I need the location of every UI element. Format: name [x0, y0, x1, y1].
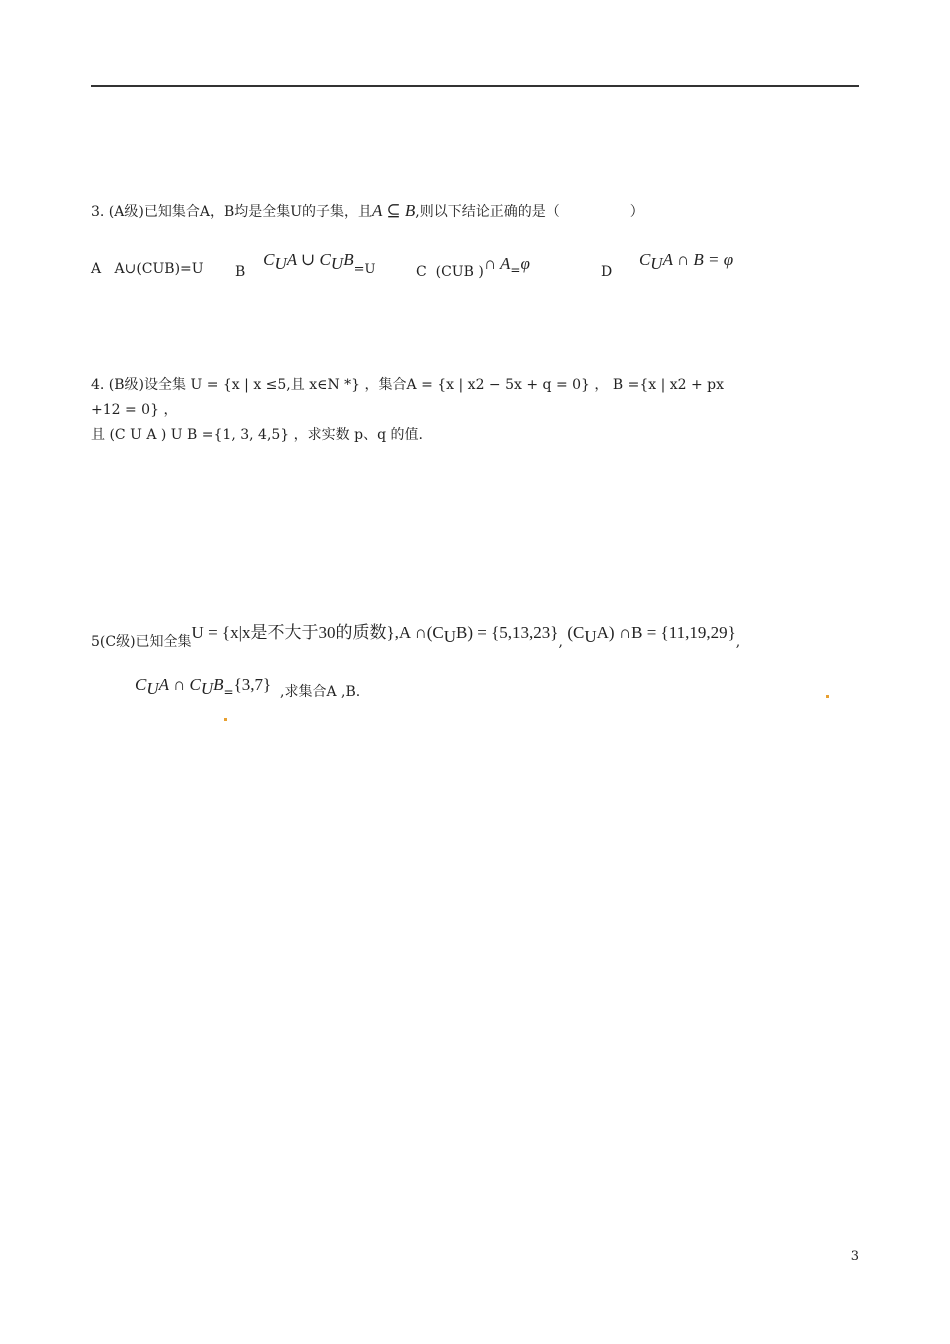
- option-a-label: A: [91, 261, 102, 277]
- q3-option-b: [235, 250, 376, 280]
- q4-line-1: 4. (B级)设全集 U = {x | x ≤5,且 x∈N *} ，集合A = {x | x2 − 5x + q = 0} ， B ={x | x2 + px: [91, 377, 725, 393]
- q5-set-1b: B) = {5,13,23}: [456, 623, 559, 642]
- q3-option-d: [601, 250, 734, 280]
- option-c-text: (CUB ): [435, 264, 484, 280]
- option-b-sub1: U: [274, 253, 287, 273]
- q5-sub-1: U: [443, 626, 457, 646]
- q5-set-u: U = {x|x是不大于30的质数}: [191, 623, 395, 642]
- question-5-line-2: [135, 676, 360, 698]
- q5-l2-set: {3,7}: [233, 675, 272, 694]
- q3-option-c: [416, 254, 530, 280]
- q5-l2-eq: =: [223, 685, 234, 699]
- q5-set-1: ,A ∩(C: [394, 623, 444, 642]
- option-c-phi: φ: [520, 254, 530, 273]
- q5-l2-sub2: U: [200, 678, 214, 698]
- option-c-label: C: [416, 264, 427, 280]
- q5-prefix: 5(C级)已知全集: [91, 634, 192, 650]
- option-b-math2: A ∪ C: [286, 250, 331, 269]
- q4-line-2: +12 = 0} ，: [91, 402, 178, 418]
- q5-comma-1: ,: [558, 634, 563, 650]
- option-c-eq: =: [510, 263, 521, 277]
- option-b-tail: =U: [353, 262, 376, 277]
- option-d-math: C: [638, 250, 651, 269]
- option-a-text: A∪(CUB)=U: [114, 261, 204, 277]
- q5-comma-2: ,: [735, 634, 741, 650]
- q5-sub-2: U: [584, 626, 597, 646]
- option-b-math3: B: [343, 250, 354, 269]
- option-d-math2: A ∩ B = φ: [662, 250, 734, 269]
- q3-option-a: [91, 261, 204, 277]
- q5-l2-sub1: U: [146, 678, 159, 698]
- option-b-label: B: [235, 264, 246, 280]
- q5-l2-tail: ,求集合A ,B.: [280, 684, 361, 700]
- decorative-dot: [826, 695, 829, 698]
- option-d-sub: U: [650, 253, 663, 273]
- decorative-dot: [224, 718, 227, 721]
- option-b-sub2: U: [330, 253, 344, 273]
- q5-l2-math3: B: [213, 675, 224, 694]
- question-3: [91, 202, 644, 221]
- option-c-math: ∩ A: [483, 254, 511, 273]
- q5-l2-math: C: [135, 675, 147, 694]
- q5-set-2: (C: [567, 623, 585, 642]
- option-d-label: D: [601, 264, 613, 280]
- q4-line-3: 且 (C U A ) U B ={1, 3, 4,5} ，求实数 p、q 的值.: [91, 427, 423, 443]
- q5-l2-math2: A ∩ C: [158, 675, 201, 694]
- q3-suffix: ,则以下结论正确的是（: [415, 204, 560, 220]
- q3-subset-expression: A ⊆ B: [372, 201, 416, 220]
- q3-paren-close: ）: [629, 204, 644, 220]
- question-5-line-1: [91, 623, 741, 650]
- q5-set-2b: A) ∩B = {11,19,29}: [596, 623, 736, 642]
- page-number: 3: [850, 1249, 859, 1264]
- option-b-math: C: [263, 250, 275, 269]
- header-rule: [91, 85, 859, 87]
- q3-prefix: 3. (A级)已知集合A，B均是全集U的子集，且: [91, 204, 373, 220]
